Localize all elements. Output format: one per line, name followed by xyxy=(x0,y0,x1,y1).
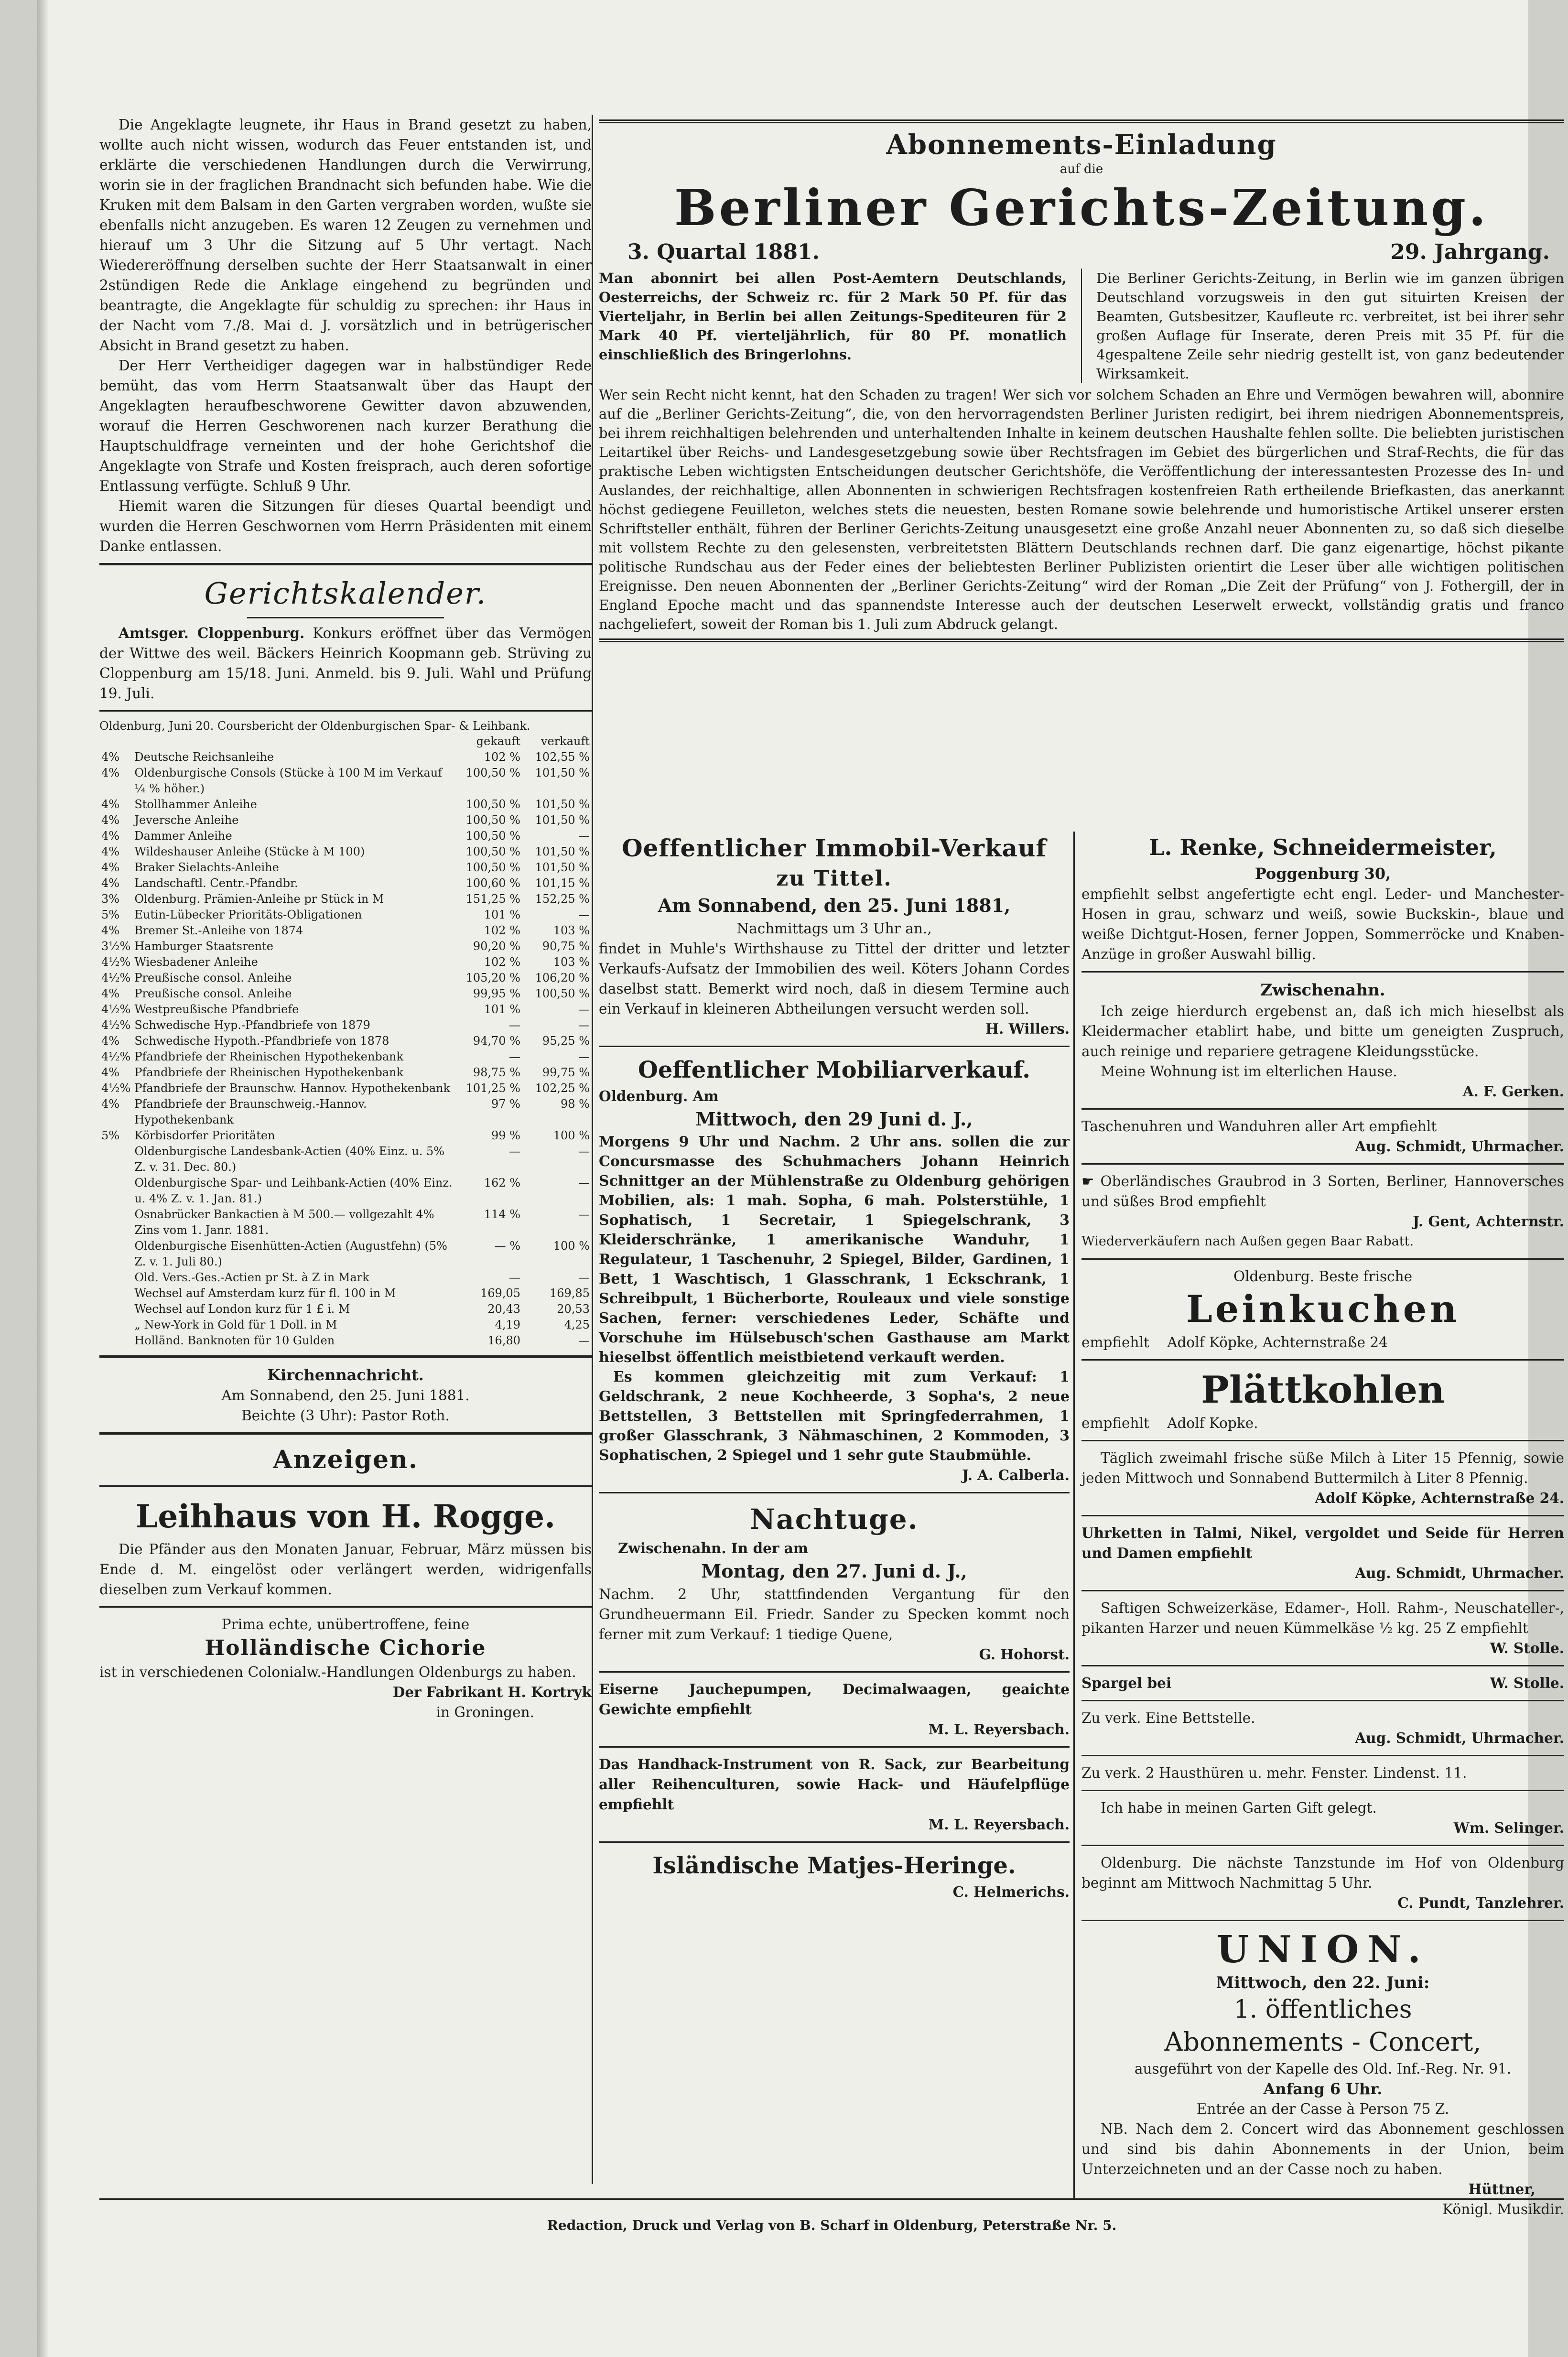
kurs-bought: 100,60 % xyxy=(465,876,520,890)
kurs-bought: 101,25 % xyxy=(465,1081,520,1095)
kurs-row xyxy=(99,1270,592,1286)
kurs-bought: — xyxy=(509,1271,520,1284)
kurs-sold: — xyxy=(578,829,590,843)
uhren-text: Taschenuhren und Wanduhren aller Art empfiehlt xyxy=(1081,1118,1437,1135)
graubrod-body: Oberländisches Graubrod in 3 Sorten, Berliner, Hannoversches und süßes Brod empfiehlt xyxy=(1081,1173,1564,1210)
union-concert-2: Abonnements - Concert, xyxy=(1164,2027,1481,2057)
kurs-security: Old. Vers.-Ges.-Actien pr St. à Z in Mark xyxy=(134,1271,369,1284)
leinkuchen-line: Oldenburg. Beste frische xyxy=(1233,1268,1413,1285)
pointing-hand-icon: ☛ xyxy=(1081,1173,1101,1189)
kirchen-line: Am Sonnabend, den 25. Juni 1881. xyxy=(221,1387,470,1404)
handhack-sig: M. L. Reyersbach. xyxy=(928,1816,1070,1833)
divider xyxy=(99,1606,592,1608)
kurs-bought: 4,19 xyxy=(495,1318,520,1331)
kurs-row xyxy=(99,1065,592,1081)
kurs-sold: 95,25 % xyxy=(542,1034,590,1048)
kurs-row xyxy=(99,1002,592,1017)
kurs-row xyxy=(99,1144,592,1175)
kurs-security: Pfandbriefe der Rheinischen Hypothekenbank xyxy=(134,1050,404,1063)
kurs-row xyxy=(99,1096,592,1128)
divider xyxy=(99,1355,592,1358)
kurs-rate xyxy=(99,1175,132,1207)
trial-paragraph: Die Angeklagte leugnete, ihr Haus in Brand gesetzt zu haben, wollte auch nicht wissen, wodurch das Feuer entstanden ist, und erklärte die verschiedenen Handlungen durch die Verwirrung, worin sie in der fraglichen Brandnacht sich befunden habe. Wie die Kruken mit dem Balsam in den Garten vergraben worden, wußte sie ebenfalls nicht anzugeben. Es waren 12 Zeugen zu vernehmen und hierauf um 3 Uhr die Sitzung auf 5 Uhr vertagt. Nach Wiedereröffnung derselben suchte der Herr Staatsanwalt in einer 2stündigen Rede die Anklage eingehend zu begründen und beantragte, die Angeklagte für schuldig zu sprechen: ihr Haus in der Nacht vom 7./8. Mai d. J. vorsätzlich und in betrügerischer Absicht in Brand gesetzt zu haben. xyxy=(99,117,592,354)
kurs-sold: 152,25 % xyxy=(535,892,590,906)
kurs-rate: 4½% xyxy=(101,1018,131,1032)
kurs-sold: 102,25 % xyxy=(535,1081,590,1095)
kurs-row xyxy=(99,749,592,765)
abo-col-left: Man abonnirt bei allen Post-Aemtern Deutschlands, Oesterreichs, der Schweiz rc. für 2 Mark 50 Pf. für das Vierteljahr, in Berlin bei allen Zeitungs-Spediteuren für 2 Mark 40 Pf. vierteljährlich, für 80 Pf. monatlich einschließlich des Bringerlohns. xyxy=(599,270,1067,363)
kurs-security: Hamburger Staatsrente xyxy=(134,940,273,953)
gerichtskalender-body: Konkurs eröffnet über das Vermögen der Wittwe des weil. Bäckers Heinrich Koopmann geb. Strüving zu Cloppenburg am 15/18. Juni. Anmeld. bis 9. Juli. Wahl und Prüfung 19. Juli. xyxy=(99,625,592,702)
divider xyxy=(1081,1665,1564,1666)
abo-body: Wer sein Recht nicht kennt, hat den Schaden zu tragen! Wer sich vor solchem Schaden an Ehre und Vermögen bewahren will, abonnire auf die „Berliner Gerichts-Zeitung“, die, von den hervorragendsten Berliner Juristen redigirt, bei ihrem niedrigen Abonnementspreis, bei ihrem reichhaltigen belehrenden und unterhaltenden Inhalte in keinem deutschen Haushalte fehlen sollte. Die beliebten juristischen Leitartikel über Reichs- und Landesgesetzgebung sowie über Rechtsfragen im Gebiet des bürgerlichen und Straf-Rechts, die für das praktische Leben wichtigsten Entscheidungen deutscher Gerichtshöfe, die Veröffentlichung der interessantesten Prozesse des In- und Auslandes, der reichhaltige, allen Abonnenten in schwierigen Rechtsfragen kostenfreien Rath ertheilende Briefkasten, das anerkannt höchst gediegene Feuilleton, welches stets die neuesten, besten Romane sowie belehrende und humoristische Artikel unserer ersten Schriftsteller enthält, führen der Berliner Gerichts-Zeitung unausgesetzt eine große Anzahl neuer Abonnenten zu, so daß sich dieselbe mit vollstem Rechte zu den gelesensten, verbreitetsten Blättern Deutschlands rechnen darf. Die ganz eigenartige, höchst pikante politische Rundschau aus der Feder eines der beliebtesten Berliner Publizisten orientirt die Leser über alle wichtigen politischen Ereignisse. Den neuen Abonnenten der „Berliner Gerichts-Zeitung“ wird der Roman „Die Zeit der Prüfung“ von J. Fothergill, der in England Epoche macht und das spannendste Interesse auch der deutschen Leserwelt erweckt, vollständig gratis und franco nachgeliefert, soweit der Roman bis 1. Juli zum Abdruck gelangt. xyxy=(599,387,1564,632)
milch-sig: Adolf Köpke, Achternstraße 24. xyxy=(1315,1490,1564,1506)
kurs-sold: — xyxy=(578,1050,590,1063)
kurs-row xyxy=(99,891,592,907)
kurs-sold: 106,20 % xyxy=(535,971,590,984)
immobil-sig: H. Willers. xyxy=(985,1020,1070,1037)
kurs-bought: 101 % xyxy=(484,1003,520,1016)
kurs-security: Braker Sielachts-Anleihe xyxy=(134,861,279,874)
kurs-security: Preußische consol. Anleihe xyxy=(134,971,292,984)
union-date: Mittwoch, den 22. Juni: xyxy=(1216,1973,1430,1992)
kirchen-title: Kirchennachricht. xyxy=(267,1366,424,1384)
kurs-rate xyxy=(99,1333,132,1349)
kurs-row xyxy=(99,797,592,812)
kurs-rate: 4% xyxy=(101,829,120,843)
kurs-row xyxy=(99,828,592,844)
kurs-sold: 101,50 % xyxy=(535,798,590,811)
kurs-sold: 99,75 % xyxy=(542,1066,590,1079)
cichorie-title: Holländische Cichorie xyxy=(205,1636,487,1660)
union-concert-1: 1. öffentliches xyxy=(1233,1995,1412,2024)
kurs-security: Wechsel auf London kurz für 1 £ i. M xyxy=(134,1302,350,1316)
kurs-rate: 4% xyxy=(101,987,120,1000)
kurs-security: Stollhammer Anleihe xyxy=(134,798,257,811)
kurs-security: Deutsche Reichsanleihe xyxy=(134,750,274,764)
kurs-bought: 162 % xyxy=(484,1176,520,1189)
kurs-bought: 101 % xyxy=(484,908,520,921)
union-sig: Hüttner, xyxy=(1468,2181,1536,2197)
kurs-sold: 101,50 % xyxy=(535,813,590,827)
court-name: Amtsger. Cloppenburg. xyxy=(119,625,305,641)
abo-col-right: Die Berliner Gerichts-Zeitung, in Berlin wie im ganzen übrigen Deutschland vorzugsweis in den gut situirten Kreisen der Beamten, Gutsbesitzer, Kaufleute rc. verbreitet, ist bei ihrer sehr großen Auflage für Inserate, deren Preis mit 35 Pf. für die 4gespaltene Zeile sehr niedrig gestellt ist, von ganz bedeutender Wirksamkeit. xyxy=(1096,270,1564,382)
kurs-row xyxy=(99,1317,592,1333)
haustueren-text: Zu verk. 2 Hausthüren u. mehr. Fenster. Lindenst. 11. xyxy=(1081,1765,1467,1781)
kurs-bought: 99 % xyxy=(491,1129,520,1142)
divider xyxy=(1081,1163,1564,1165)
divider xyxy=(1081,971,1564,973)
mobiliar-title: Oeffentlicher Mobiliarverkauf. xyxy=(638,1057,1030,1083)
kurs-bought: 90,20 % xyxy=(473,940,520,953)
kurs-rate xyxy=(99,1317,132,1333)
kurs-rate xyxy=(99,1286,132,1301)
bettstelle-text: Zu verk. Eine Bettstelle. xyxy=(1081,1710,1255,1726)
divider xyxy=(1081,1755,1564,1756)
kurs-table-header-row xyxy=(99,734,592,749)
kurs-row xyxy=(99,876,592,891)
kurs-sold: 20,53 xyxy=(557,1302,590,1316)
abo-title: Abonnements-Einladung xyxy=(886,129,1277,161)
abo-paper-title: Berliner Gerichts-Zeitung. xyxy=(674,178,1489,237)
leihhaus-title: Leihhaus von H. Rogge. xyxy=(135,1498,556,1535)
kurs-rate: 4% xyxy=(101,813,120,827)
mobiliar-date: Mittwoch, den 29 Juni d. J., xyxy=(695,1108,973,1130)
leinkuchen-sig: empfiehlt Adolf Köpke, Achternstraße 24 xyxy=(1081,1334,1388,1351)
kurs-sold: 101,15 % xyxy=(535,876,590,890)
divider xyxy=(599,1746,1070,1748)
kurs-bought: 100,50 % xyxy=(465,813,520,827)
kurs-security: Wildeshauser Anleihe (Stücke à M 100) xyxy=(134,845,365,858)
nachtuge-sig: G. Hohorst. xyxy=(979,1646,1070,1663)
kurs-row xyxy=(99,1017,592,1033)
nachtuge-place: Zwischenahn. In der am xyxy=(618,1540,808,1557)
kurs-security: Oldenburgische Landesbank-Actien (40% Einz. u. 5% Z. v. 31. Dec. 80.) xyxy=(134,1145,445,1174)
kurs-security: Westpreußische Pfandbriefe xyxy=(134,1003,299,1016)
uhrketten-text: Uhrketten in Talmi, Nikel, vergoldet und Seide für Herren und Damen empfiehlt xyxy=(1081,1524,1564,1561)
kurs-security: Wechsel auf Amsterdam kurz für fl. 100 in M xyxy=(134,1287,396,1300)
immobil-date: Am Sonnabend, den 25. Juni 1881, xyxy=(658,895,1011,916)
gerken-title: Zwischenahn. xyxy=(1260,981,1385,1000)
kurs-rate: 4½% xyxy=(101,971,131,984)
kurs-sold: — xyxy=(578,1176,590,1189)
divider xyxy=(1081,1258,1564,1260)
kurs-sold: 169,85 xyxy=(550,1287,590,1300)
imprint-footer: Redaction, Druck und Verlag von B. Scharf in Oldenburg, Peterstraße Nr. 5. xyxy=(547,2217,1117,2233)
abo-quartal: 3. Quartal 1881. xyxy=(627,240,820,264)
kurs-sold: 101,50 % xyxy=(535,861,590,874)
leinkuchen-title: Leinkuchen xyxy=(1186,1287,1460,1331)
kurs-sold: 103 % xyxy=(553,955,590,969)
kurs-security: Holländ. Banknoten für 10 Gulden xyxy=(134,1334,335,1347)
divider xyxy=(247,617,444,618)
kaese-text: Saftigen Schweizerkäse, Edamer-, Holl. Rahm-, Neuschateller-, pikanten Harzer und neuen Kümmelkäse ½ kg. 25 Z empfiehlt xyxy=(1081,1600,1564,1636)
divider xyxy=(599,1046,1070,1047)
kurs-security: Körbisdorfer Prioritäten xyxy=(134,1129,275,1142)
divider xyxy=(1081,1359,1564,1361)
kurs-bought: 100,50 % xyxy=(465,766,520,779)
divider xyxy=(1081,1845,1564,1846)
middle-column xyxy=(599,832,1070,1902)
divider xyxy=(99,1432,592,1435)
kurs-rate xyxy=(99,1207,132,1238)
bottom-rule xyxy=(99,2198,1564,2200)
divider xyxy=(1081,1920,1564,1921)
kurs-rate: 3½% xyxy=(101,940,131,953)
kurs-rate: 4½% xyxy=(101,1003,131,1016)
gerken-text: Ich zeige hierdurch ergebenst an, daß ich mich hieselbst als Kleidermacher etablirt habe, und bitte um geneigten Zuspruch, auch reinige und repariere getragene Kleidungsstücke. xyxy=(1081,1003,1564,1060)
jauche-sig: M. L. Reyersbach. xyxy=(928,1721,1070,1738)
plaettkohlen-title: Plättkohlen xyxy=(1201,1368,1445,1412)
kurs-sold: 100 % xyxy=(553,1129,590,1142)
gerichtskalender-title: Gerichtskalender. xyxy=(204,576,487,611)
jauche-text: Eiserne Jauchepumpen, Decimalwaagen, geaichte Gewichte empfiehlt xyxy=(599,1681,1070,1718)
kirchen-line: Beichte (3 Uhr): Pastor Roth. xyxy=(241,1407,450,1424)
nachtuge-text: Nachm. 2 Uhr, stattfindenden Vergantung für den Grundheuermann Eil. Friedr. Sander zu Specken kommt noch ferner mit zum Verkauf: 1 tiedige Quene, xyxy=(599,1586,1070,1643)
kurs-security: Oldenburgische Spar- und Leihbank-Actien (40% Einz. u. 4% Z. v. 1. Jan. 81.) xyxy=(134,1176,453,1205)
kurs-bought: 102 % xyxy=(484,955,520,969)
col-verkauft: verkauft xyxy=(541,735,590,748)
kurs-row xyxy=(99,939,592,954)
uhrketten-sig: Aug. Schmidt, Uhrmacher. xyxy=(1355,1565,1564,1581)
kurs-rate xyxy=(99,1270,132,1286)
bettstelle-sig: Aug. Schmidt, Uhrmacher. xyxy=(1355,1730,1564,1746)
kurs-security: Wiesbadener Anleihe xyxy=(134,955,258,969)
kurs-row xyxy=(99,1033,592,1049)
immobil-title: Oeffentlicher Immobil-Verkauf xyxy=(622,834,1047,862)
kurs-sold: 100,50 % xyxy=(535,987,590,1000)
kurs-sold: — xyxy=(578,1334,590,1347)
kurs-bought: 94,70 % xyxy=(473,1034,520,1048)
kurs-rate: 4% xyxy=(101,876,120,890)
kurs-security: Oldenburgische Consols (Stücke à 100 M im Verkauf ¼ % höher.) xyxy=(134,766,443,795)
gerken-text2: Meine Wohnung ist im elterlichen Hause. xyxy=(1101,1063,1397,1080)
kurs-security: Oldenburg. Prämien-Anleihe pr Stück in M xyxy=(134,892,384,906)
kurs-rate: 3% xyxy=(101,892,120,906)
kurs-bought: 98,75 % xyxy=(473,1066,520,1079)
kurs-row xyxy=(99,1175,592,1207)
kurs-sold: — xyxy=(578,1018,590,1032)
kurs-table xyxy=(99,734,592,1349)
divider xyxy=(99,1485,592,1487)
kurs-sold: 101,50 % xyxy=(535,845,590,858)
kurs-rate: 4% xyxy=(101,750,120,764)
kurs-sold: 101,50 % xyxy=(535,766,590,779)
matjes-sig: C. Helmerichs. xyxy=(952,1883,1070,1900)
mobiliar-text2: Es kommen gleichzeitig mit zum Verkauf: 1 Geldschrank, 2 neue Kochheerde, 3 Sopha's, 2 neue Bettstellen, 3 Bettstellen mit Springfederrahmen, 1 großer Glasschrank, 3 Nähmaschinen, 2 Kommoden, 3 Sophatischen, 2 Spiegel und 1 sehr gute Staubmühle. xyxy=(599,1369,1070,1464)
kurs-sold: 102,55 % xyxy=(535,750,590,764)
renke-addr: Poggenburg 30, xyxy=(1254,865,1391,883)
kurs-rate: 4% xyxy=(101,1066,120,1079)
kurs-bought: 169,05 xyxy=(480,1287,520,1300)
kurs-bought: 100,50 % xyxy=(465,829,520,843)
kurs-row xyxy=(99,1081,592,1096)
divider xyxy=(1081,1108,1564,1110)
nachtuge-title: Nachtuge. xyxy=(750,1503,919,1535)
kurs-bought: — % xyxy=(494,1239,520,1253)
matjes-title: Isländische Matjes-Heringe. xyxy=(652,1852,1016,1879)
divider xyxy=(599,1671,1070,1673)
kurs-row xyxy=(99,1049,592,1065)
kurs-bought: — xyxy=(509,1018,520,1032)
tanz-sig: C. Pundt, Tanzlehrer. xyxy=(1397,1894,1564,1911)
kurs-bought: 99,95 % xyxy=(473,987,520,1000)
kurs-row xyxy=(99,860,592,876)
spargel-sig: W. Stolle. xyxy=(1490,1675,1564,1691)
gift-sig: Wm. Selinger. xyxy=(1453,1819,1564,1836)
kurs-row xyxy=(99,1286,592,1301)
kurs-bought: 100,50 % xyxy=(465,845,520,858)
union-time: Anfang 6 Uhr. xyxy=(1263,2080,1383,2098)
kurs-rate: 4% xyxy=(101,1097,120,1111)
abo-auf-die: auf die xyxy=(1060,162,1103,176)
kurs-rate: 4½% xyxy=(101,955,131,969)
kurs-sold: — xyxy=(578,908,590,921)
kurs-security: Schwedische Hyp.-Pfandbriefe von 1879 xyxy=(134,1018,370,1032)
abo-quartal-row xyxy=(599,239,1564,266)
union-entry: Entrée an der Casse à Person 75 Z. xyxy=(1196,2101,1449,2117)
cichorie-place: in Groningen. xyxy=(436,1704,534,1720)
kurs-row xyxy=(99,923,592,939)
kurs-header: Oldenburg, Juni 20. Coursbericht der Oldenburgischen Spar- & Leihbank. xyxy=(99,719,530,733)
column-rule xyxy=(1073,832,1075,2198)
kurs-rate: 4% xyxy=(101,924,120,937)
graubrod-sig: J. Gent, Achternstr. xyxy=(1413,1213,1564,1230)
divider xyxy=(599,1841,1070,1843)
abo-ad xyxy=(599,119,1564,642)
kurs-bought: 100,50 % xyxy=(465,861,520,874)
trial-paragraph: Hiemit waren die Sitzungen für dieses Quartal beendigt und wurden die Herren Geschwornen vom Herrn Präsidenten mit einem Danke entlassen. xyxy=(99,498,592,554)
gerichtskalender-text xyxy=(99,623,592,703)
kurs-row xyxy=(99,954,592,970)
kurs-rate: 5% xyxy=(101,908,120,921)
graubrod-text xyxy=(1081,1171,1564,1211)
kurs-security: Pfandbriefe der Braunschw. Hannov. Hypothekenbank xyxy=(134,1081,451,1095)
kurs-bought: 114 % xyxy=(484,1208,520,1221)
kaese-sig: W. Stolle. xyxy=(1490,1640,1564,1656)
kurs-security: Pfandbriefe der Braunschweig.-Hannov. Hypothekenbank xyxy=(134,1097,367,1126)
kurs-rate: 4% xyxy=(101,845,120,858)
kurs-security: Dammer Anleihe xyxy=(134,829,232,843)
column-rule xyxy=(592,115,593,2184)
abo-jahrgang: 29. Jahrgang. xyxy=(1390,240,1550,264)
kurs-row xyxy=(99,1238,592,1270)
nachtuge-date: Montag, den 27. Juni d. J., xyxy=(701,1560,967,1582)
kurs-row xyxy=(99,907,592,923)
divider xyxy=(1081,1590,1564,1591)
kurs-rate xyxy=(99,1238,132,1270)
kurs-row xyxy=(99,1333,592,1349)
renke-text: empfiehlt selbst angefertigte echt engl. Leder- und Manchester-Hosen in grau, schwarz und weiß, sowie Buckskin-, blaue und weiße Dichtgut-Hosen, ferner Joppen, Sommerröcke und Knaben-Anzüge in großer Auswahl billig. xyxy=(1081,886,1564,962)
spargel-row xyxy=(1081,1673,1564,1693)
divider xyxy=(99,710,592,712)
kurs-row xyxy=(99,970,592,986)
kurs-row xyxy=(99,1207,592,1238)
kurs-security: Bremer St.-Anleihe von 1874 xyxy=(134,924,303,937)
kurs-sold: 103 % xyxy=(553,924,590,937)
kurs-bought: — xyxy=(509,1145,520,1158)
union-text: ausgeführt von der Kapelle des Old. Inf.-Reg. Nr. 91. xyxy=(1134,2061,1512,2077)
immobil-text: findet in Muhle's Wirthshause zu Tittel der dritter und letzter Verkaufs-Aufsatz der Immobilien des weil. Köters Johann Cordes daselbst statt. Bemerkt wird noch, daß in diesem Termine auch ein Verkauf in kleineren Abtheilungen versucht werden soll. xyxy=(599,941,1070,1017)
kurs-sold: 4,25 xyxy=(564,1318,590,1331)
kurs-security: Pfandbriefe der Rheinischen Hypothekenbank xyxy=(134,1066,404,1079)
kurs-sold: 90,75 % xyxy=(542,940,590,953)
kurs-security: Oldenburgische Eisenhütten-Actien (Augustfehn) (5% Z. v. 1. Juli 80.) xyxy=(134,1239,447,1268)
immobil-time: Nachmittags um 3 Uhr an., xyxy=(736,920,932,937)
uhren-sig: Aug. Schmidt, Uhrmacher. xyxy=(1355,1138,1564,1155)
kurs-rate: 4½% xyxy=(101,1081,131,1095)
spargel-text: Spargel bei xyxy=(1081,1675,1172,1691)
kurs-row xyxy=(99,844,592,860)
kurs-sold: — xyxy=(578,1271,590,1284)
kurs-bought: 151,25 % xyxy=(465,892,520,906)
kurs-bought: 100,50 % xyxy=(465,798,520,811)
kurs-sold: — xyxy=(578,1208,590,1221)
trial-paragraph: Der Herr Vertheidiger dagegen war in halbstündiger Rede bemüht, das vom Herrn Staatsanwalt über das Haupt der Angeklagten heraufbeschworene Gewitter davon abzuwenden, worauf die Herren Geschworenen nach kurzer Berathung die Hauptschuldfrage verneinten und der hohe Gerichtshof die Angeklagte von Strafe und Kosten freisprach, auch deren sofortige Entlassung verfügte. Schluß 9 Uhr. xyxy=(99,357,592,494)
abo-two-columns xyxy=(599,269,1564,383)
graubrod-note: Wiederverkäufern nach Außen gegen Baar Rabatt. xyxy=(1081,1234,1414,1249)
union-title: UNION. xyxy=(1216,1928,1429,1971)
kurs-security: Schwedische Hypoth.-Pfandbriefe von 1878 xyxy=(134,1034,389,1048)
kurs-bought: 97 % xyxy=(491,1097,520,1111)
kurs-security: Preußische consol. Anleihe xyxy=(134,987,292,1000)
immobil-place: zu Tittel. xyxy=(776,866,892,891)
kurs-sold: — xyxy=(578,1003,590,1016)
plaettkohlen-sig: empfiehlt Adolf Kopke. xyxy=(1081,1415,1258,1431)
kurs-bought: 102 % xyxy=(484,750,520,764)
kurs-rate xyxy=(99,1144,132,1175)
kurs-rate xyxy=(99,1301,132,1317)
kurs-sold: 100 % xyxy=(553,1239,590,1253)
divider xyxy=(1081,1790,1564,1791)
kurs-security: Eutin-Lübecker Prioritäts-Obligationen xyxy=(134,908,362,921)
kurs-bought: — xyxy=(509,1050,520,1063)
kurs-rate: 4% xyxy=(101,1034,120,1048)
divider xyxy=(599,638,1564,642)
cichorie-line: Prima echte, unübertroffene, feine xyxy=(221,1616,470,1633)
renke-title: L. Renke, Schneidermeister, xyxy=(1149,834,1497,860)
gift-text: Ich habe in meinen Garten Gift gelegt. xyxy=(1101,1800,1377,1816)
handhack-text: Das Handhack-Instrument von R. Sack, zur Bearbeitung aller Reihenculturen, sowie Hack- und Häufelpflüge empfiehlt xyxy=(599,1756,1070,1813)
kurs-rate: 4% xyxy=(101,861,120,874)
kurs-rate: 5% xyxy=(101,1129,120,1142)
cichorie-text: ist in verschiedenen Colonialw.-Handlungen Oldenburgs zu haben. xyxy=(99,1664,576,1680)
kurs-row xyxy=(99,812,592,828)
kurs-row xyxy=(99,1301,592,1317)
union-nb: NB. Nach dem 2. Concert wird das Abonnement geschlossen und sind bis dahin Abonnements in der Union, beim Unterzeichneten und an der Casse noch zu haben. xyxy=(1081,2121,1564,2177)
kurs-sold: 98 % xyxy=(561,1097,590,1111)
cichorie-sig: Der Fabrikant H. Kortryk xyxy=(392,1684,592,1700)
kurs-row xyxy=(99,765,592,797)
right-column xyxy=(1081,832,1564,2219)
kurs-sold: — xyxy=(578,1145,590,1158)
divider xyxy=(599,119,1564,123)
mobiliar-text: Morgens 9 Uhr und Nachm. 2 Uhr ans. sollen die zur Concursmasse des Schuhmachers Johann Heinrich Schnittger an der Mühlenstraße zu Oldenburg gehörigen Mobilien, als: 1 mah. Sopha, 6 mah. Polsterstühle, 1 Sophatisch, 1 Secretair, 1 Spiegelschrank, 3 Kleiderschränke, 1 amerikanische Wanduhr, 1 Regulateur, 1 Taschenuhr, 2 Spiegel, Bilder, Gardinen, 1 Bett, 1 Waschtisch, 1 Glasschrank, 1 Eckschrank, 1 Schreibpult, 1 Bücherborte, Rouleaux und viele sonstige Sachen, ferner: verschiedenes Leder, Schäfte und Vorschuhe im Hülsebusch'schen Gasthause am Markt hieselbst öffentlich meistbietend verkauft werden. xyxy=(599,1134,1070,1366)
mobiliar-place: Oldenburg. Am xyxy=(599,1088,719,1104)
kurs-bought: 105,20 % xyxy=(465,971,520,984)
kurs-bought: 102 % xyxy=(484,924,520,937)
left-column xyxy=(99,115,592,1722)
tanz-text: Oldenburg. Die nächste Tanzstunde im Hof von Oldenburg beginnt am Mittwoch Nachmittag 5 Uhr. xyxy=(1081,1855,1564,1891)
divider xyxy=(99,563,592,565)
kurs-row xyxy=(99,1128,592,1144)
kurs-row xyxy=(99,986,592,1002)
kurs-rate: 4½% xyxy=(101,1050,131,1063)
kurs-rate: 4% xyxy=(101,798,120,811)
newspaper-page xyxy=(37,0,1564,2357)
divider xyxy=(1081,1515,1564,1516)
kurs-rate: 4% xyxy=(101,766,120,779)
kurs-security: „ New-York in Gold für 1 Doll. in M xyxy=(134,1318,337,1331)
kurs-bought: 20,43 xyxy=(487,1302,520,1316)
union-sig2: Königl. Musikdir. xyxy=(1442,2201,1564,2217)
kurs-security: Osnabrücker Bankactien à M 500.— vollgezahlt 4% Zins vom 1. Janr. 1881. xyxy=(134,1208,434,1237)
col-gekauft: gekauft xyxy=(476,735,520,748)
divider xyxy=(1081,1440,1564,1441)
divider xyxy=(599,1492,1070,1493)
abo-col-divider xyxy=(1081,269,1082,383)
gerken-sig: A. F. Gerken. xyxy=(1462,1083,1564,1100)
leihhaus-text: Die Pfänder aus den Monaten Januar, Februar, März müssen bis Ende d. M. eingelöst oder verlängert werden, widrigenfalls dieselben zum Verkauf kommen. xyxy=(99,1541,592,1598)
milch-text: Täglich zweimahl frische süße Milch à Liter 15 Pfennig, sowie jeden Mittwoch und Sonnabend Buttermilch à Liter 8 Pfennig. xyxy=(1081,1450,1564,1486)
mobiliar-sig: J. A. Calberla. xyxy=(962,1467,1070,1483)
kurs-bought: 16,80 xyxy=(487,1334,520,1347)
kurs-security: Jeversche Anleihe xyxy=(134,813,239,827)
kurs-security: Landschaftl. Centr.-Pfandbr. xyxy=(134,876,298,890)
anzeigen-title: Anzeigen. xyxy=(273,1445,418,1474)
divider xyxy=(1081,1700,1564,1701)
